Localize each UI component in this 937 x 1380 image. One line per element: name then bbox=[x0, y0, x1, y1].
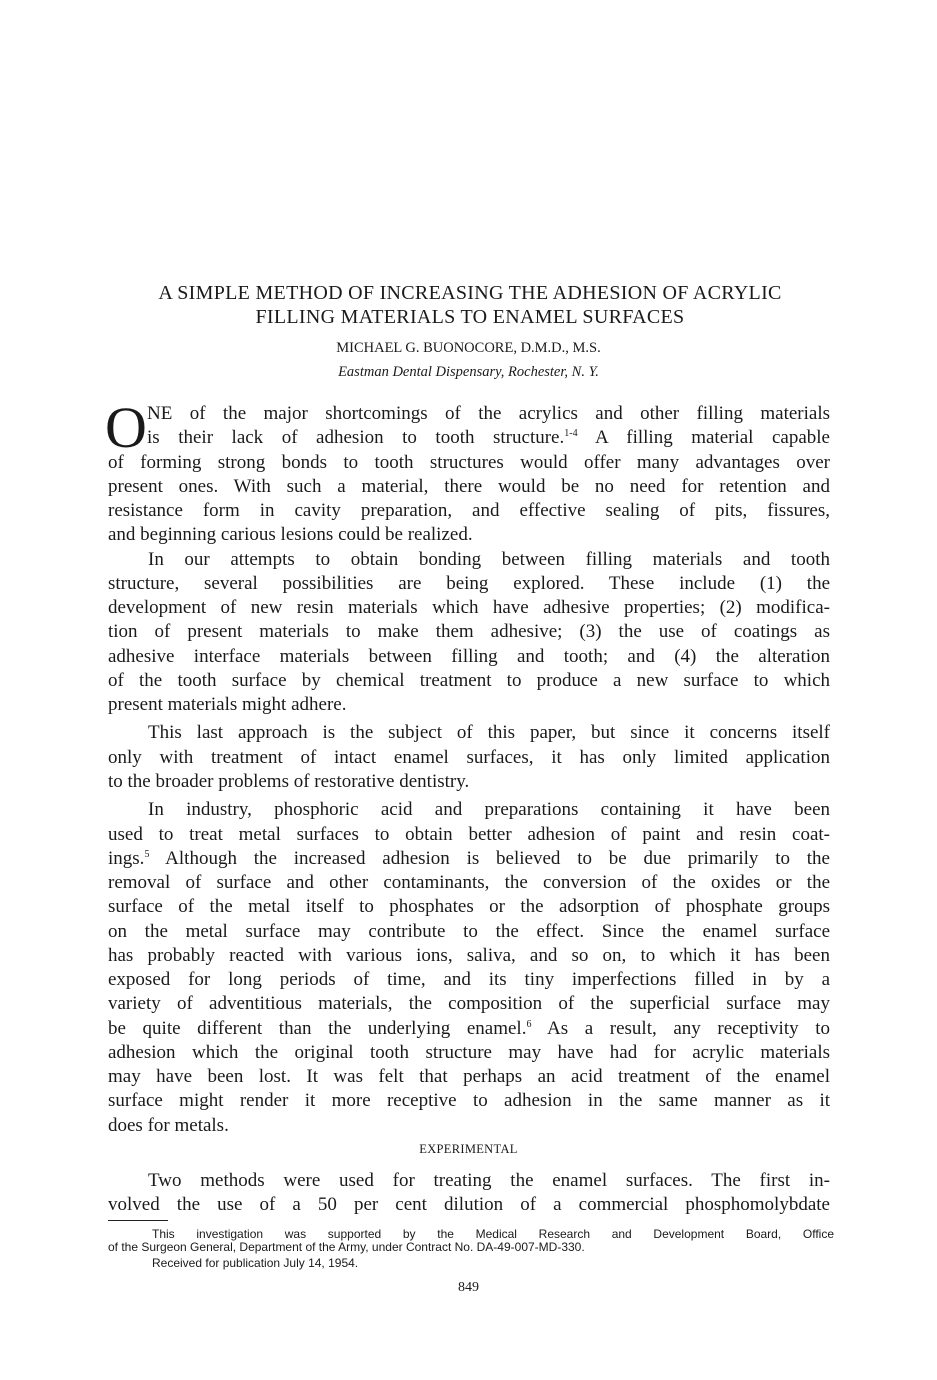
text-line: adhesive interface materials between filling and tooth; and (4) the alteration bbox=[108, 645, 830, 667]
article-body bbox=[105, 395, 830, 1142]
text-line: NE of the major shortcomings of the acrylics and other filling materials bbox=[147, 403, 830, 424]
text-line: This last approach is the subject of this paper, but since it concerns itself bbox=[148, 722, 830, 744]
article-title-line-1: A SIMPLE METHOD OF INCREASING THE ADHESION OF ACRYLIC bbox=[158, 282, 782, 304]
text-line: does for metals. bbox=[108, 1114, 229, 1136]
text-line: on the metal surface may contribute to the effect. Since the enamel surface bbox=[108, 920, 830, 942]
text-line: structure, several possibilities are being explored. These include (1) the bbox=[108, 572, 830, 594]
text-line: In industry, phosphoric acid and preparations containing it have been bbox=[148, 799, 830, 821]
text-line: of forming strong bonds to tooth structures would offer many advantages over bbox=[108, 451, 830, 473]
footnote-received: Received for publication July 14, 1954. bbox=[152, 1256, 359, 1270]
text-line: surface might render it more receptive to adhesion in the same manner as it bbox=[108, 1090, 830, 1112]
text-line: development of new resin materials which have adhesive properties; (2) modifica- bbox=[108, 597, 830, 619]
text-line: ings.$^5$ Although the increased adhesion is believed to be due primarily to the bbox=[108, 847, 830, 869]
citation-superscript: 5 bbox=[144, 848, 150, 860]
text-line: used to treat metal surfaces to obtain better adhesion of paint and resin coat- bbox=[108, 823, 830, 845]
paragraph bbox=[108, 721, 830, 794]
text-line: may have been lost. It was felt that perhaps an acid treatment of the enamel bbox=[108, 1066, 830, 1088]
text-line: In our attempts to obtain bonding between filling materials and tooth bbox=[148, 548, 830, 570]
text-line: variety of adventitious materials, the composition of the superficial surface may bbox=[108, 993, 830, 1015]
drop-cap: O bbox=[105, 395, 147, 460]
citation-superscript: 6 bbox=[526, 1018, 532, 1030]
paragraph bbox=[108, 548, 830, 718]
citation-superscript: 1-4 bbox=[564, 428, 578, 440]
text-line: Two methods were used for treating the enamel surfaces. The first in- bbox=[148, 1170, 830, 1191]
text-line: to the broader problems of restorative dentistry. bbox=[108, 770, 470, 792]
article-title-line-2: FILLING MATERIALS TO ENAMEL SURFACES bbox=[255, 306, 685, 328]
paragraph bbox=[108, 402, 830, 548]
footnote bbox=[108, 1228, 834, 1270]
page-number: 849 bbox=[458, 1280, 479, 1295]
experimental-paragraph bbox=[108, 1169, 830, 1218]
text-line: of the tooth surface by chemical treatment to produce a new surface to which bbox=[108, 669, 830, 691]
affiliation: Eastman Dental Dispensary, Rochester, N. Y. bbox=[338, 364, 599, 380]
text-line: has probably reacted with various ions, saliva, and so on, to which it has been bbox=[108, 944, 830, 966]
text-line: adhesion which the original tooth structure may have had for acrylic materials bbox=[108, 1041, 830, 1063]
text-line: removal of surface and other contaminants, the conversion of the oxides or the bbox=[108, 872, 830, 894]
text-line: is their lack of adhesion to tooth structure.$^{1-4}$ A filling material capable bbox=[147, 427, 830, 449]
paragraph bbox=[108, 798, 830, 1138]
text-line: surface of the metal itself to phosphates or the adsorption of phosphate groups bbox=[108, 896, 830, 918]
section-heading: EXPERIMENTAL bbox=[419, 1142, 518, 1156]
text-line: be quite different than the underlying enamel.$^6$ As a result, any receptivity to bbox=[108, 1017, 830, 1039]
author: MICHAEL G. BUONOCORE, D.M.D., M.S. bbox=[336, 340, 601, 356]
text-line: and beginning carious lesions could be realized. bbox=[108, 524, 473, 546]
text-line: only with treatment of intact enamel surfaces, it has only limited application bbox=[108, 746, 830, 768]
footnote-funding-line: of the Surgeon General, Department of the Army, under Contract No. DA-49-007-MD-330. bbox=[108, 1240, 585, 1254]
footnote-rule bbox=[108, 1220, 168, 1221]
text-line: present ones. With such a material, there would be no need for retention and bbox=[108, 475, 830, 497]
text-line: resistance form in cavity preparation, and effective sealing of pits, fissures, bbox=[108, 500, 830, 522]
text-line: present materials might adhere. bbox=[108, 694, 347, 716]
text-line: exposed for long periods of time, and its tiny imperfections filled in by a bbox=[108, 969, 830, 991]
text-line: tion of present materials to make them adhesive; (3) the use of coatings as bbox=[108, 621, 830, 643]
text-line: volved the use of a 50 per cent dilution of a commercial phosphomolybdate bbox=[108, 1194, 830, 1216]
footnote-funding-line: This investigation was supported by the Medical Research and Development Board, Office bbox=[152, 1227, 834, 1241]
